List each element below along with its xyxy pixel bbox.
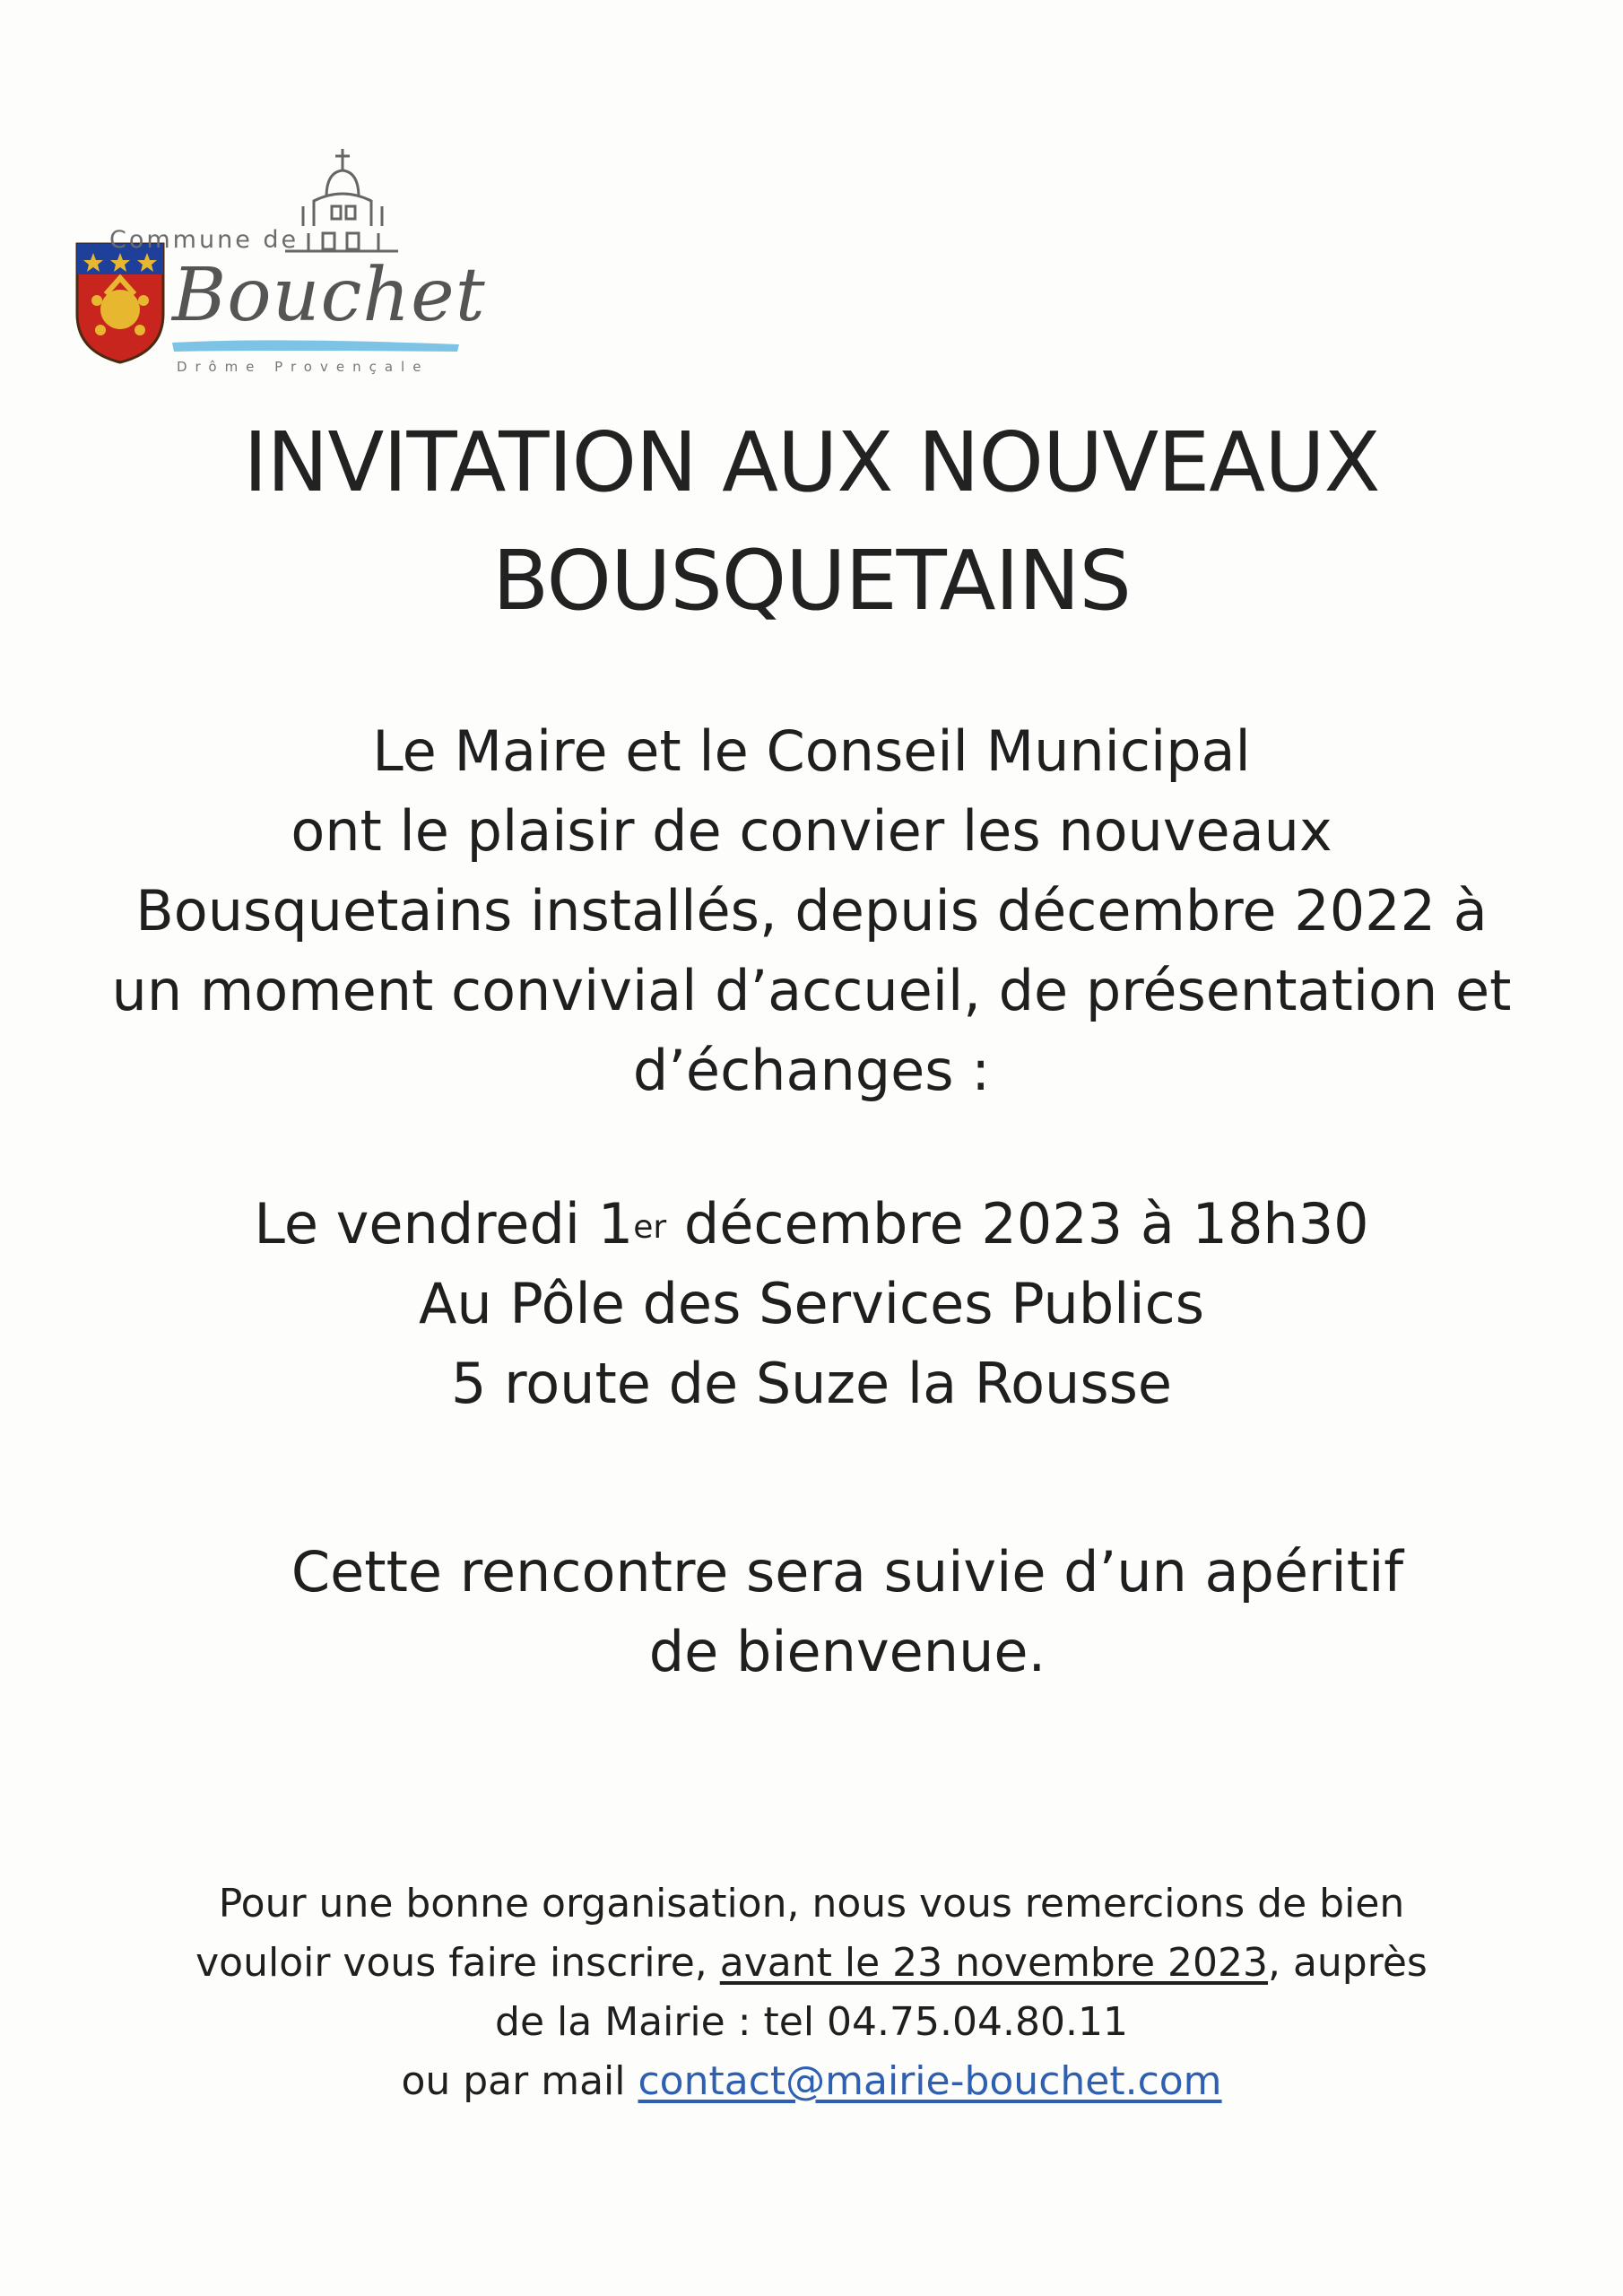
- footer-line-4: [0, 2052, 1623, 2111]
- footer-mail-prefix: ou par mail: [401, 2058, 638, 2104]
- logo-commune-text: Commune de: [109, 226, 299, 254]
- registration-deadline: avant le 23 novembre 2023: [719, 1940, 1268, 1986]
- commune-logo: [74, 144, 486, 386]
- footer-phone: de la Mairie : tel 04.75.04.80.11: [495, 1999, 1128, 2045]
- intro-line-5: d’échanges :: [632, 1038, 991, 1103]
- event-date-prefix: Le vendredi 1: [254, 1191, 634, 1257]
- event-venue: Au Pôle des Services Publics: [418, 1271, 1205, 1336]
- intro-line-2: ont le plaisir de convier les nouveaux: [291, 798, 1332, 864]
- footer-line-2-end: , auprès: [1267, 1940, 1428, 1986]
- registration-info: [0, 1874, 1623, 2111]
- intro-line-3: Bousquetains installés, depuis décembre 2022 à: [135, 878, 1488, 944]
- aperitif-note: Cette rencontre sera suivie d’un apéritif de bienvenue.: [291, 1539, 1404, 1684]
- title-line-1: INVITATION AUX NOUVEAUX: [243, 414, 1380, 510]
- footer-line-2: [0, 1934, 1623, 1993]
- event-address: 5 route de Suze la Rousse: [450, 1351, 1173, 1416]
- title-line-2: BOUSQUETAINS: [492, 533, 1131, 629]
- intro-line-1: Le Maire et le Conseil Municipal: [372, 718, 1251, 784]
- intro-line-4: un moment convivial d’accueil, de présentation et: [111, 958, 1512, 1023]
- event-date-suffix: décembre 2023 à 18h30: [666, 1191, 1369, 1257]
- logo-town-name: Bouchet: [172, 253, 486, 338]
- page-title: [0, 404, 1623, 640]
- footer-line-1: Pour une bonne organisation, nous vous remercions de bien: [218, 1881, 1405, 1926]
- logo-tagline: Drôme Provençale: [177, 359, 430, 375]
- intro-paragraph: [0, 711, 1623, 1110]
- footer-line-2-start: vouloir vous faire inscrire,: [195, 1940, 720, 1986]
- event-date: [0, 1184, 1623, 1264]
- event-date-ordinal: er: [633, 1209, 667, 1246]
- event-details: [0, 1184, 1623, 1423]
- contact-email-link[interactable]: contact@mairie-bouchet.com: [638, 2058, 1222, 2104]
